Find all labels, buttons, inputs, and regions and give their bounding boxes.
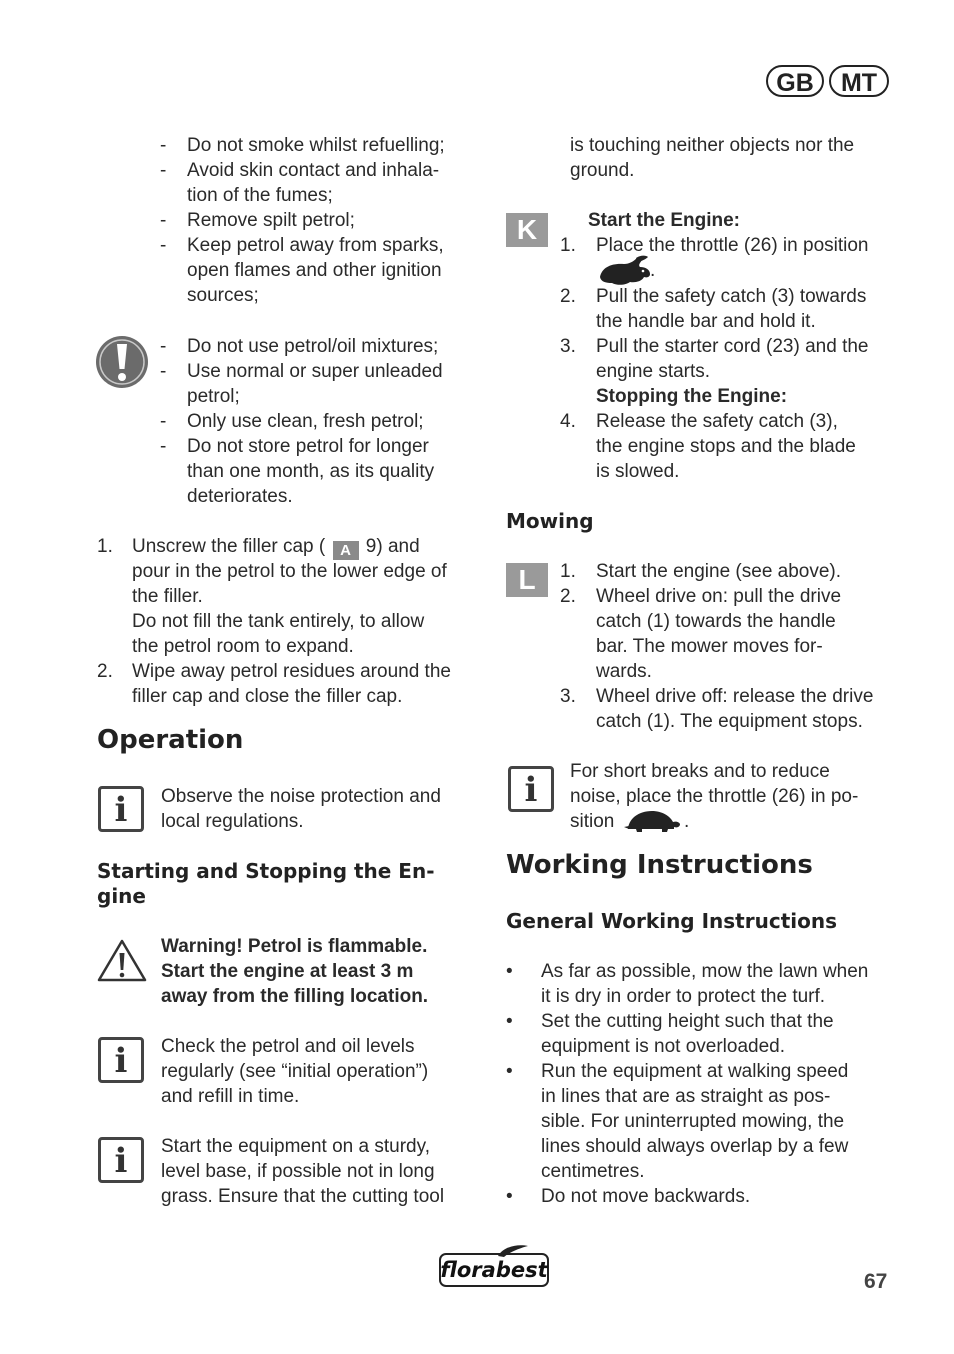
list-item: Remove spilt petrol; <box>187 210 355 231</box>
list-item: Avoid skin contact and inhala- <box>187 160 440 181</box>
list-item: open flames and other ignition <box>187 260 442 281</box>
step-text: the petrol room to expand. <box>132 636 354 657</box>
step-text: catch (1). The equipment stops. <box>596 711 863 732</box>
working-instructions-heading: Working Instructions <box>506 850 813 880</box>
lang-badge-gb: GB <box>766 65 824 97</box>
dash: - <box>160 436 167 457</box>
step-text: engine starts. <box>596 361 711 382</box>
dash: - <box>160 411 167 432</box>
step-text: . <box>650 260 656 281</box>
warning-text: away from the filling location. <box>161 986 429 1007</box>
step-number: 3. <box>560 336 576 357</box>
list-item: it is dry in order to protect the turf. <box>541 986 826 1007</box>
step-number: 4. <box>560 411 576 432</box>
list-item: Keep petrol away from sparks, <box>187 235 444 256</box>
list-item: Set the cutting height such that the <box>541 1011 834 1032</box>
stop-engine-title: Stopping the Engine: <box>596 386 788 407</box>
step-text: Release the safety catch (3), <box>596 411 838 432</box>
list-item: deteriorates. <box>187 486 293 507</box>
list-item: Run the equipment at walking speed <box>541 1061 849 1082</box>
dash: - <box>160 210 167 231</box>
info-text: local regulations. <box>161 811 304 832</box>
step-text: filler cap and close the filler cap. <box>132 686 403 707</box>
mowing-heading: Mowing <box>506 509 594 533</box>
step-text-part: 9) and <box>365 536 420 557</box>
info-text: For short breaks and to reduce <box>570 761 830 782</box>
dash: - <box>160 160 167 181</box>
info-text: level base, if possible not in long <box>161 1161 435 1182</box>
info-icon: i <box>98 1037 144 1083</box>
exclamation-icon <box>95 335 149 389</box>
dash: - <box>160 135 167 156</box>
step-text-part: Unscrew the filler cap ( <box>132 536 326 557</box>
step-number: 1. <box>560 561 576 582</box>
bullet: • <box>506 1061 513 1082</box>
list-item: sible. For uninterrupted mowing, the <box>541 1111 845 1132</box>
info-text: grass. Ensure that the cutting tool <box>161 1186 445 1207</box>
continued-text: is touching neither objects nor the <box>570 135 855 156</box>
warning-text: Warning! Petrol is flammable. <box>161 936 428 957</box>
info-text: Check the petrol and oil levels <box>161 1036 415 1057</box>
list-item: equipment is not overloaded. <box>541 1036 785 1057</box>
step-text <box>132 534 420 560</box>
list-item: centimetres. <box>541 1161 645 1182</box>
step-text: Wipe away petrol residues around the <box>132 661 451 682</box>
info-text: noise, place the throttle (26) in po- <box>570 786 859 807</box>
step-text: pour in the petrol to the lower edge of <box>132 561 447 582</box>
list-item: lines should always overlap by a few <box>541 1136 849 1157</box>
info-text: Observe the noise protection and <box>161 786 441 807</box>
list-item: tion of the fumes; <box>187 185 333 206</box>
list-item: in lines that are as straight as pos- <box>541 1086 831 1107</box>
step-text: the engine stops and the blade <box>596 436 856 457</box>
tortoise-icon <box>622 808 682 834</box>
step-text: Wheel drive off: release the drive <box>596 686 874 707</box>
page-number: 67 <box>864 1270 888 1293</box>
step-number: 2. <box>560 286 576 307</box>
info-text: regularly (see “initial operation”) <box>161 1061 429 1082</box>
list-item: Use normal or super unleaded <box>187 361 443 382</box>
start-stop-heading: gine <box>97 884 146 908</box>
figure-badge-a: A <box>333 541 359 560</box>
step-text: wards. <box>596 661 652 682</box>
continued-text: ground. <box>570 160 635 181</box>
step-text: Pull the starter cord (23) and the <box>596 336 869 357</box>
info-text: . <box>684 811 690 832</box>
list-item: Do not use petrol/oil mixtures; <box>187 336 439 357</box>
hare-icon <box>596 255 652 287</box>
step-number: 2. <box>97 661 113 682</box>
general-instructions-heading: General Working Instructions <box>506 909 837 933</box>
info-text: and refill in time. <box>161 1086 300 1107</box>
step-text: the handle bar and hold it. <box>596 311 816 332</box>
dash: - <box>160 336 167 357</box>
step-text: Do not fill the tank entirely, to allow <box>132 611 425 632</box>
list-item: Do not store petrol for longer <box>187 436 429 457</box>
list-item: Do not move backwards. <box>541 1186 751 1207</box>
list-item: Do not smoke whilst refuelling; <box>187 135 445 156</box>
dash: - <box>160 235 167 256</box>
dash: - <box>160 361 167 382</box>
step-number: 3. <box>560 686 576 707</box>
bullet: • <box>506 1011 513 1032</box>
step-text: bar. The mower moves for- <box>596 636 823 657</box>
info-text: sition <box>570 811 615 832</box>
operation-heading: Operation <box>97 725 244 755</box>
step-number: 1. <box>560 235 576 256</box>
start-engine-title: Start the Engine: <box>588 210 741 231</box>
info-icon: i <box>98 1137 144 1183</box>
step-text: Start the engine (see above). <box>596 561 842 582</box>
list-item: As far as possible, mow the lawn when <box>541 961 869 982</box>
info-icon: i <box>98 786 144 832</box>
logo-text: florabest <box>440 1258 548 1282</box>
step-text: Pull the safety catch (3) towards <box>596 286 867 307</box>
figure-box-k: K <box>506 213 548 247</box>
info-icon: i <box>508 766 554 812</box>
step-text: catch (1) towards the handle <box>596 611 836 632</box>
figure-box-l: L <box>506 563 548 597</box>
florabest-logo <box>438 1244 550 1288</box>
step-text: Place the throttle (26) in position <box>596 235 869 256</box>
lang-badge-mt: MT <box>829 65 889 97</box>
step-text: the filler. <box>132 586 203 607</box>
list-item: Only use clean, fresh petrol; <box>187 411 424 432</box>
step-number: 2. <box>560 586 576 607</box>
bullet: • <box>506 1186 513 1207</box>
step-text: Wheel drive on: pull the drive <box>596 586 842 607</box>
info-text: Start the equipment on a sturdy, <box>161 1136 430 1157</box>
start-stop-heading: Starting and Stopping the En- <box>97 859 435 883</box>
step-number: 1. <box>97 536 113 557</box>
warning-text: Start the engine at least 3 m <box>161 961 414 982</box>
bullet: • <box>506 961 513 982</box>
list-item: than one month, as its quality <box>187 461 435 482</box>
list-item: petrol; <box>187 386 240 407</box>
step-text: is slowed. <box>596 461 680 482</box>
list-item: sources; <box>187 285 259 306</box>
warning-triangle-icon <box>97 938 147 982</box>
